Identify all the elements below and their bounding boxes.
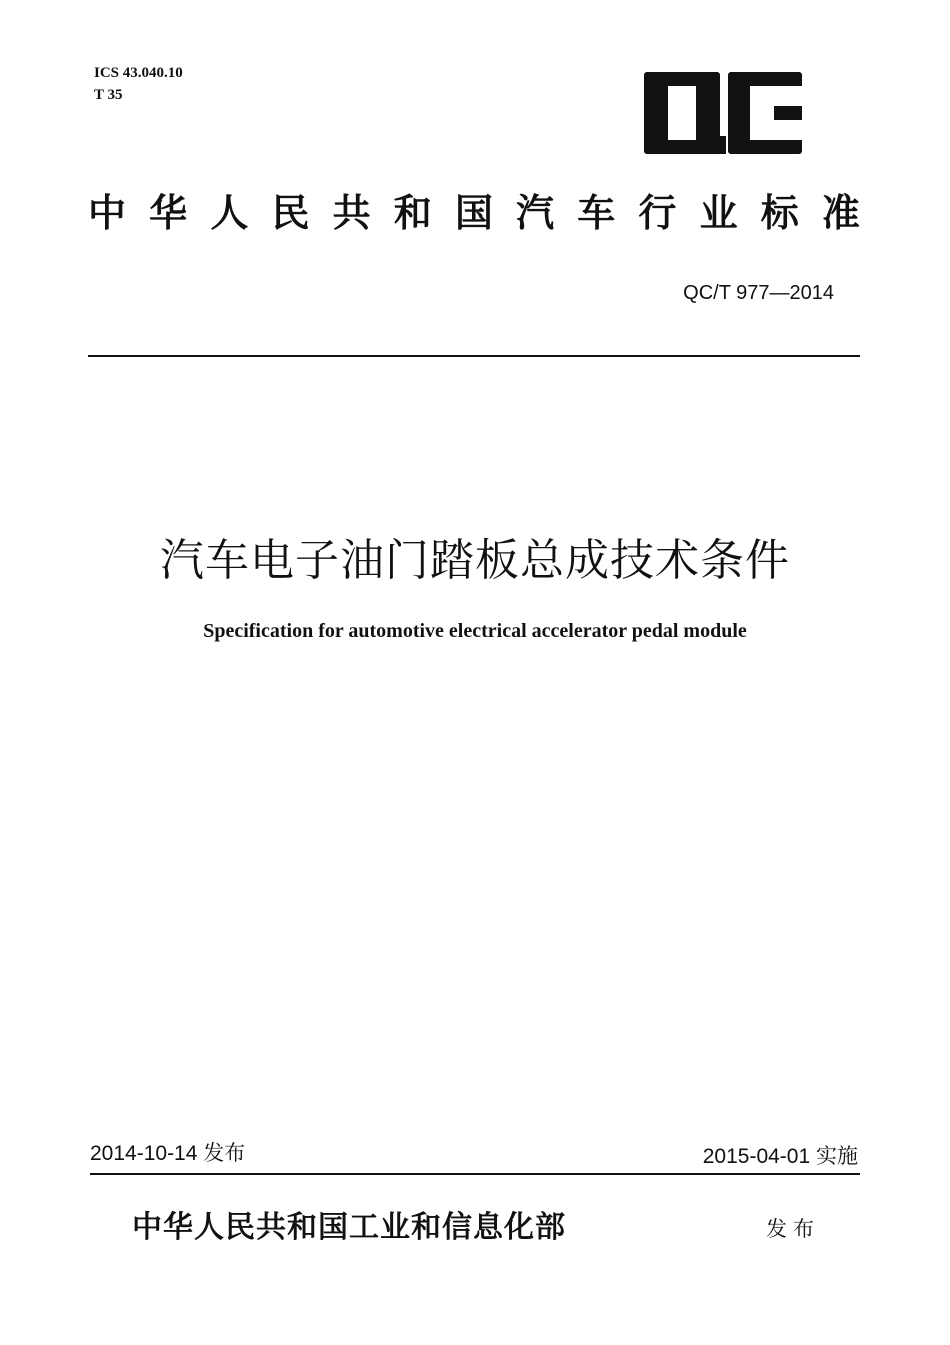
- category-char: 民: [271, 191, 310, 235]
- category-char: 行: [638, 191, 677, 235]
- effective-date: 2015-04-01 实施: [702, 1145, 858, 1168]
- category-char: 和: [393, 191, 432, 235]
- issue-date: 2014-10-14 发布: [90, 1142, 246, 1165]
- category-char: 华: [149, 191, 188, 235]
- top-divider: [88, 355, 860, 357]
- ics-code: ICS 43.040.10: [94, 65, 183, 81]
- category-char: 车: [577, 191, 616, 235]
- category-char: 业: [699, 191, 738, 235]
- category-char: 人: [210, 191, 249, 235]
- category-char: 标: [760, 191, 799, 235]
- category-char: 汽: [516, 191, 555, 235]
- bottom-divider: [90, 1173, 860, 1175]
- category-char: 共: [332, 191, 371, 235]
- classification-codes: [94, 62, 183, 106]
- category-char: 准: [821, 191, 860, 235]
- publisher-name: 中华人民共和国工业和信息化部: [132, 1210, 566, 1245]
- class-code: T 35: [94, 87, 123, 103]
- document-title-english: Specification for automotive electrical accelerator pedal module: [203, 620, 747, 642]
- standard-category: [88, 186, 860, 240]
- qc-logo: [644, 72, 802, 154]
- standard-number: QC/T 977—2014: [683, 282, 834, 304]
- document-title-chinese: 汽车电子油门踏板总成技术条件: [160, 535, 790, 586]
- category-char: 国: [454, 191, 493, 235]
- category-char: 中: [88, 191, 127, 235]
- publish-label: 发布: [766, 1217, 820, 1241]
